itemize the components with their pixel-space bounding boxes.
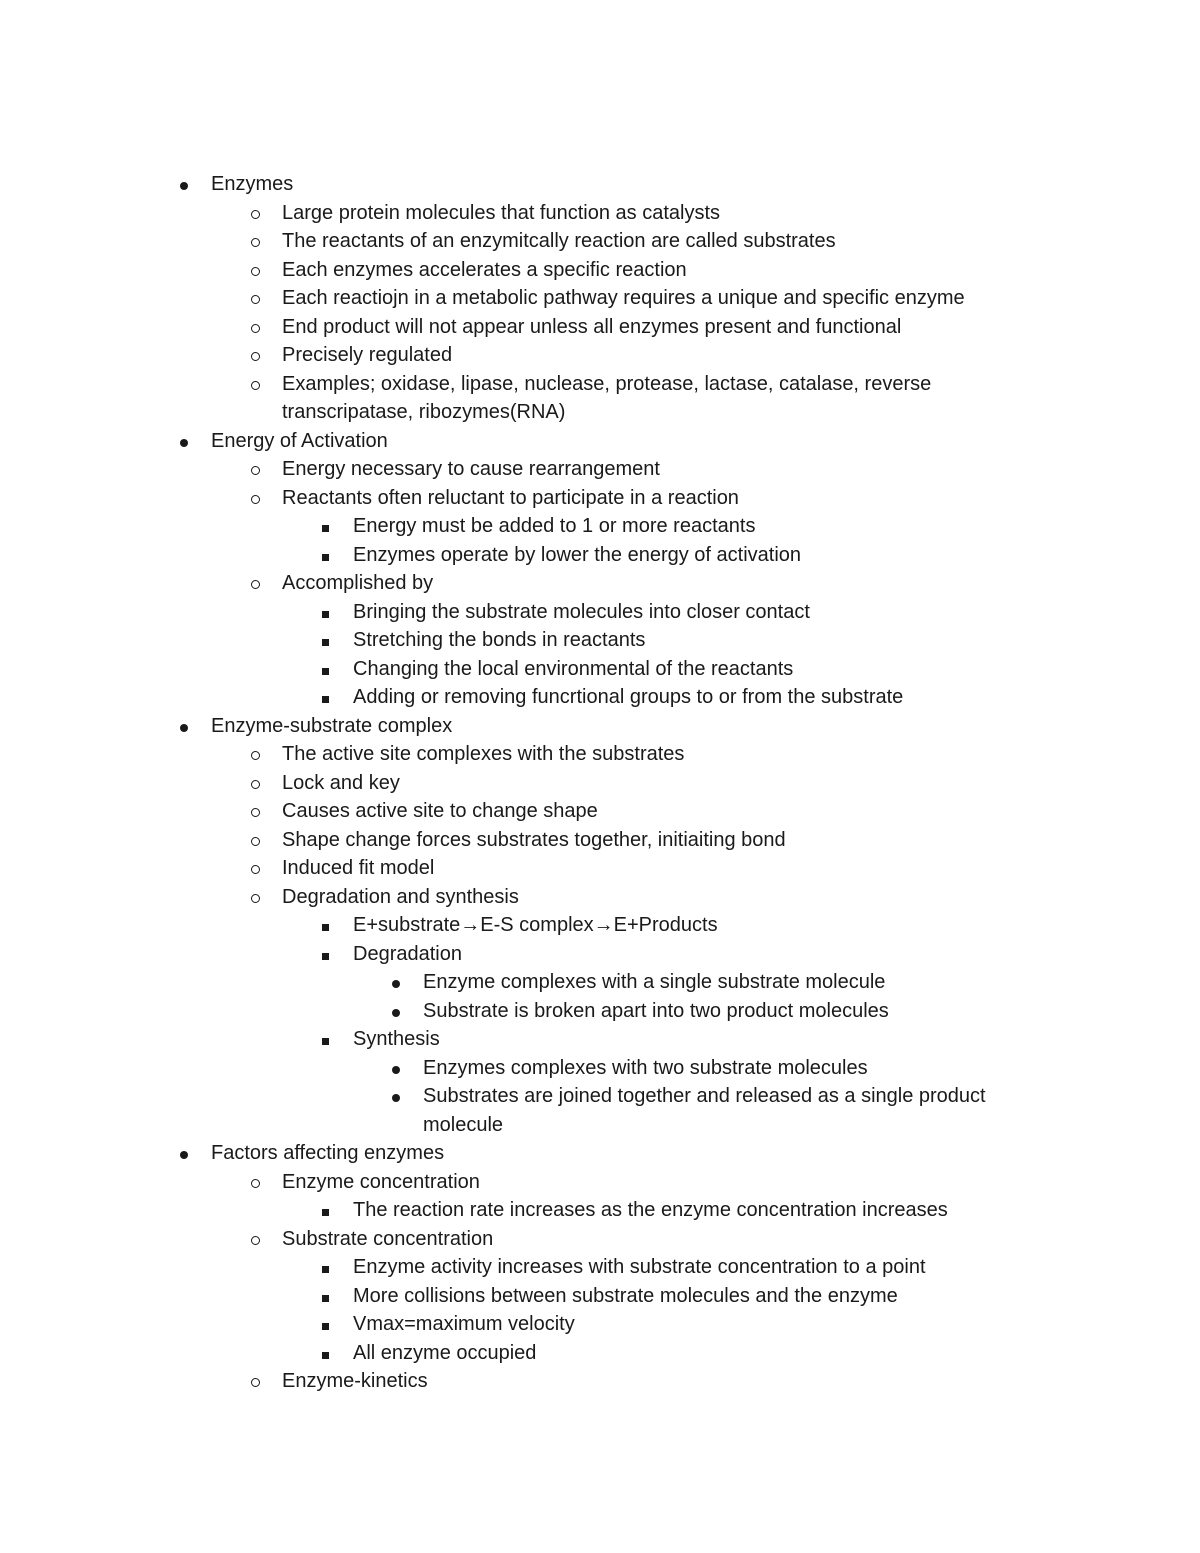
outline-item-text: Enzyme complexes with a single substrate molecule	[423, 971, 886, 993]
outline-item	[0, 797, 1200, 826]
outline-item-text: transcripatase, ribozymes(RNA)	[282, 401, 566, 423]
bullet-ring-icon	[243, 341, 267, 370]
outline-item	[0, 883, 1200, 912]
bullet-ring-icon	[243, 797, 267, 826]
outline-item	[0, 911, 1200, 940]
bullet-dot-icon	[384, 1082, 408, 1111]
outline-item	[0, 170, 1200, 199]
bullet-dot-icon	[172, 712, 196, 741]
outline-item-text: E+substrate→E-S complex→E+Products	[353, 914, 718, 936]
bullet-square-icon	[313, 683, 337, 712]
bullet-ring-icon	[243, 284, 267, 313]
bullet-square-icon	[313, 1253, 337, 1282]
outline-item	[0, 740, 1200, 769]
bullet-square-icon	[313, 655, 337, 684]
outline-item-text: Substrate concentration	[282, 1227, 494, 1250]
outline-item-text: Shape change forces substrates together, initiaiting bond	[282, 828, 786, 851]
outline-item	[0, 655, 1200, 684]
outline-item	[0, 1367, 1200, 1396]
outline-item-text: Enzymes	[211, 173, 294, 195]
outline-item	[0, 997, 1200, 1026]
outline-item-text: Lock and key	[282, 771, 400, 794]
outline-item	[0, 712, 1200, 741]
bullet-dot-icon	[384, 997, 408, 1026]
outline-item-text: Large protein molecules that function as catalysts	[282, 201, 721, 224]
outline-item-text: Induced fit model	[282, 857, 435, 879]
bullet-square-icon	[313, 626, 337, 655]
outline-item	[0, 1139, 1200, 1168]
outline-item-text: Energy necessary to cause rearrangement	[282, 458, 660, 480]
outline-item	[0, 1225, 1200, 1254]
outline-item-text: Enzyme-kinetics	[282, 1370, 428, 1392]
outline-item	[0, 1025, 1200, 1054]
bullet-square-icon	[313, 1196, 337, 1225]
bullet-square-icon	[313, 598, 337, 627]
bullet-ring-icon	[243, 854, 267, 883]
outline-item	[0, 854, 1200, 883]
bullet-ring-icon	[243, 199, 267, 228]
bullet-ring-icon	[243, 370, 267, 399]
outline-item-text: Adding or removing funcrtional groups to or from the substrate	[353, 686, 904, 708]
bullet-square-icon	[313, 1339, 337, 1368]
outline-item-text: Accomplished by	[282, 572, 434, 594]
outline-item-text: Each reactiojn in a metabolic pathway requires a unique and specific enzyme	[282, 287, 965, 309]
outline-item	[0, 1054, 1200, 1083]
outline-item-text: Enzyme concentration	[282, 1170, 480, 1193]
outline-item	[0, 626, 1200, 655]
outline-item	[0, 313, 1200, 342]
outline-item-text: molecule	[423, 1113, 504, 1136]
bullet-dot-icon	[384, 1054, 408, 1083]
bullet-dot-icon	[172, 1139, 196, 1168]
outline-item	[0, 1310, 1200, 1339]
outline-item-text: More collisions between substrate molecules and the enzyme	[353, 1284, 898, 1307]
outline-item-text: Enzymes operate by lower the energy of activation	[353, 543, 802, 566]
outline-item-text: Degradation and synthesis	[282, 885, 519, 908]
bullet-square-icon	[313, 1025, 337, 1054]
outline-item	[0, 512, 1200, 541]
outline-item-text: Bringing the substrate molecules into closer contact	[353, 600, 810, 623]
outline-item	[0, 427, 1200, 456]
bullet-square-icon	[313, 541, 337, 570]
outline-item-text: Factors affecting enzymes	[211, 1142, 445, 1164]
outline-item	[0, 826, 1200, 855]
outline-item-text: The reaction rate increases as the enzyme concentration increases	[353, 1199, 948, 1221]
outline-item-text: The reactants of an enzymitcally reaction are called substrates	[282, 230, 836, 252]
bullet-ring-icon	[243, 826, 267, 855]
bullet-ring-icon	[243, 740, 267, 769]
outline-item	[0, 1282, 1200, 1311]
outline-item-text: Substrate is broken apart into two product molecules	[423, 999, 889, 1022]
outline-item-text: Changing the local environmental of the reactants	[353, 657, 794, 680]
outline-item	[0, 940, 1200, 969]
outline-item	[0, 968, 1200, 997]
outline-item-text: Enzyme activity increases with substrate concentration to a point	[353, 1256, 926, 1278]
outline-item-text: All enzyme occupied	[353, 1341, 537, 1364]
outline-item	[0, 370, 1200, 399]
bullet-dot-icon	[384, 968, 408, 997]
bullet-ring-icon	[243, 1225, 267, 1254]
outline-item	[0, 256, 1200, 285]
outline-item-text: Degradation	[353, 942, 462, 965]
bullet-ring-icon	[243, 313, 267, 342]
bullet-ring-icon	[243, 256, 267, 285]
bullet-dot-icon	[172, 427, 196, 456]
outline-item-text: Enzyme-substrate complex	[211, 714, 453, 737]
outline-item	[0, 569, 1200, 598]
outline-item-text: End product will not appear unless all enzymes present and functional	[282, 315, 902, 338]
outline-item	[0, 455, 1200, 484]
outline-item	[0, 1082, 1200, 1111]
bullet-ring-icon	[243, 1367, 267, 1396]
outline-item	[0, 1168, 1200, 1197]
outline-item	[0, 199, 1200, 228]
bullet-ring-icon	[243, 1168, 267, 1197]
bullet-square-icon	[313, 512, 337, 541]
bullet-ring-icon	[243, 883, 267, 912]
outline-item-text: Vmax=maximum velocity	[353, 1313, 575, 1335]
outline-item	[0, 598, 1200, 627]
outline-item	[0, 683, 1200, 712]
outline-item	[0, 541, 1200, 570]
outline-item	[0, 1339, 1200, 1368]
document-page	[0, 170, 1200, 1396]
outline-item	[0, 227, 1200, 256]
outline-item	[0, 769, 1200, 798]
outline-item-text: Precisely regulated	[282, 344, 453, 366]
outline-item-text: Energy must be added to 1 or more reactants	[353, 515, 756, 537]
outline-item	[0, 484, 1200, 513]
outline-item-text: Synthesis	[353, 1028, 440, 1050]
outline-item-text: Reactants often reluctant to participate in a reaction	[282, 486, 739, 509]
bullet-square-icon	[313, 1282, 337, 1311]
outline-item-text: Enzymes complexes with two substrate molecules	[423, 1056, 868, 1079]
outline-item	[0, 1196, 1200, 1225]
bullet-dot-icon	[172, 170, 196, 199]
outline-item	[0, 284, 1200, 313]
bullet-square-icon	[313, 940, 337, 969]
outline-item-text: Causes active site to change shape	[282, 800, 598, 822]
bullet-square-icon	[313, 911, 337, 940]
bullet-ring-icon	[243, 484, 267, 513]
bullet-ring-icon	[243, 569, 267, 598]
outline-item	[0, 1253, 1200, 1282]
outline-item-text: The active site complexes with the substrates	[282, 743, 685, 765]
bullet-ring-icon	[243, 769, 267, 798]
outline-item-text: Stretching the bonds in reactants	[353, 629, 646, 651]
outline-item	[0, 341, 1200, 370]
outline-item	[0, 1111, 1200, 1140]
outline-item-text: Each enzymes accelerates a specific reaction	[282, 258, 687, 281]
bullet-square-icon	[313, 1310, 337, 1339]
outline-item-text: Substrates are joined together and released as a single product	[423, 1085, 986, 1107]
outline-item	[0, 398, 1200, 427]
outline-item-text: Examples; oxidase, lipase, nuclease, protease, lactase, catalase, reverse	[282, 372, 932, 395]
bullet-ring-icon	[243, 455, 267, 484]
outline-item-text: Energy of Activation	[211, 429, 388, 452]
bullet-ring-icon	[243, 227, 267, 256]
